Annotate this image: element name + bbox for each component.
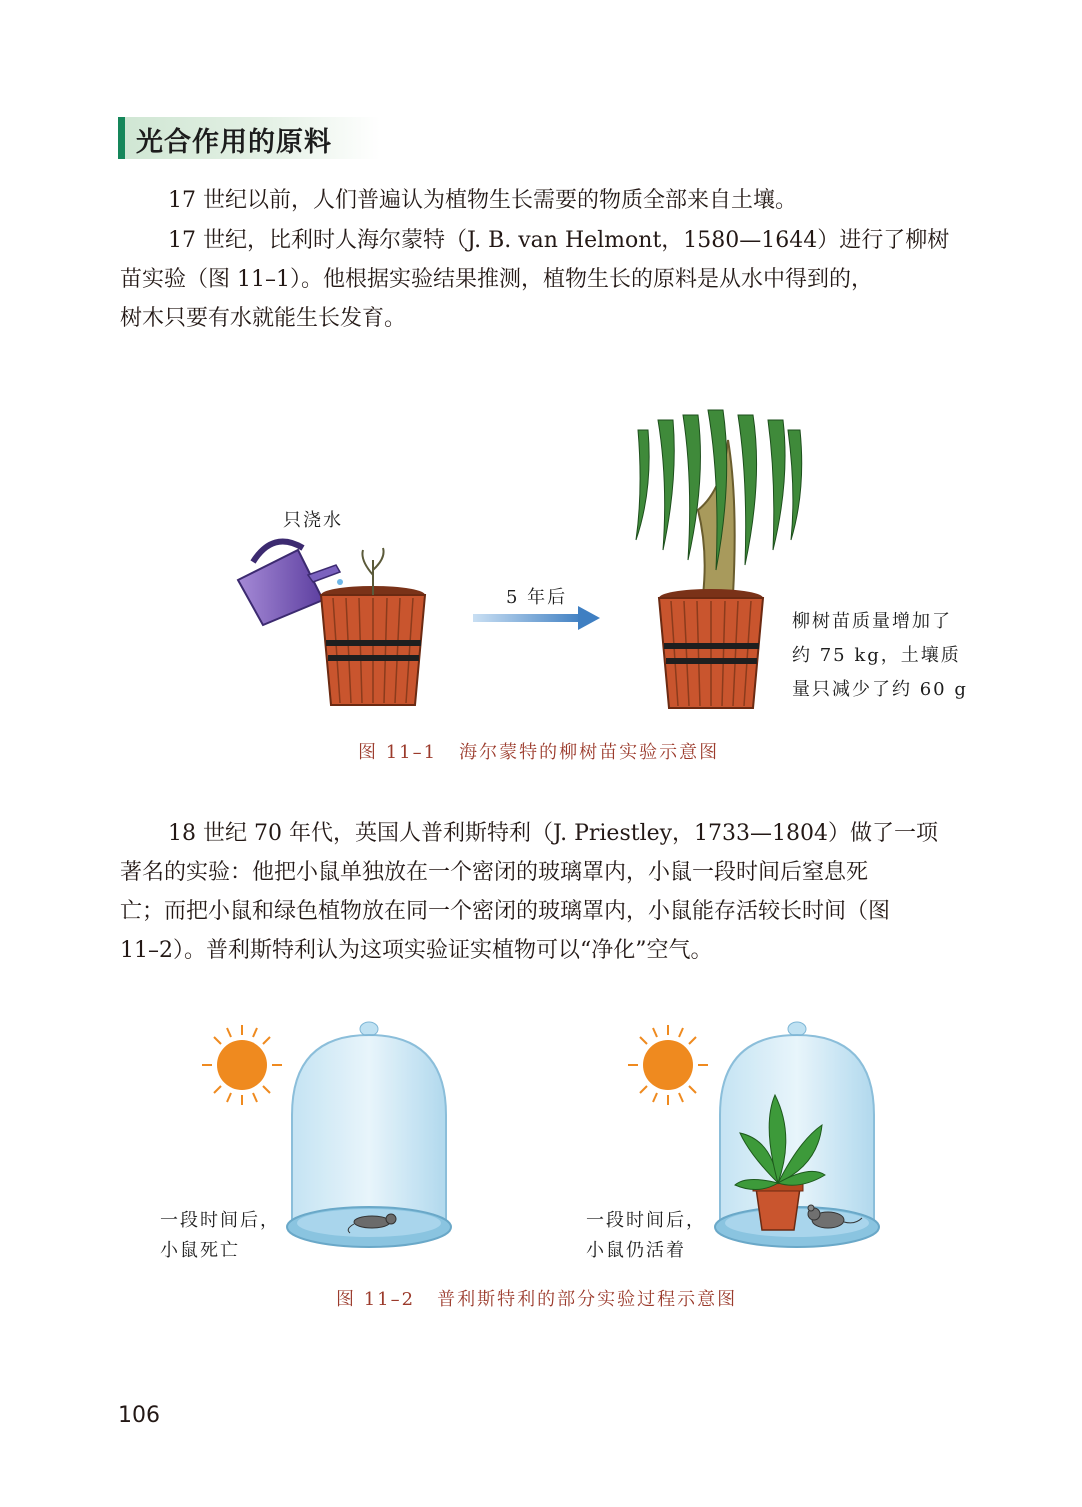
sun-icon (202, 1025, 282, 1105)
heading-accent-bar (118, 117, 125, 159)
label-five-years: 5 年后 (506, 587, 568, 608)
paragraph-line: 17 世纪以前，人们普遍认为植物生长需要的物质全部来自土壤。 (168, 188, 797, 213)
caption-text: 普利斯特利的部分实验过程示意图 (437, 1289, 738, 1310)
figure-caption-2 (336, 1285, 737, 1311)
paragraph-2 (120, 221, 955, 338)
paragraph-line: 11–2）。普利斯特利认为这项实验证实植物可以“净化”空气。 (120, 938, 713, 963)
paragraph-1 (120, 181, 955, 220)
paragraph-line: 17 世纪，比利时人海尔蒙特（J. B. van Helmont，1580—1644）进行了柳树 (168, 228, 950, 253)
label-water-only: 只浇水 (283, 510, 343, 531)
label-mouse-dead (160, 1206, 280, 1266)
paragraph-line: 18 世纪 70 年代，英国人普利斯特利（J. Priestley，1733—1804）做了一项 (168, 821, 939, 846)
caption-text: 海尔蒙特的柳树苗实验示意图 (459, 742, 720, 763)
label-line: 小鼠死亡 (160, 1240, 240, 1261)
result-line: 量只减少了约 60 g (792, 679, 968, 700)
paragraph-3 (120, 814, 955, 970)
label-line: 一段时间后， (160, 1210, 280, 1231)
paragraph-line: 著名的实验：他把小鼠单独放在一个密闭的玻璃罩内，小鼠一段时间后窒息死 (120, 860, 869, 885)
figure-caption-1 (358, 738, 719, 764)
bell-jar-empty-icon (287, 1022, 451, 1247)
result-line: 柳树苗质量增加了 (792, 611, 952, 632)
caption-number: 图 11–1 (358, 742, 438, 763)
label-line: 小鼠仍活着 (586, 1240, 686, 1261)
page-number: 106 (118, 1403, 160, 1428)
paragraph-line: 苗实验（图 11–1）。他根据实验结果推测，植物生长的原料是从水中得到的， (120, 267, 873, 292)
caption-number: 图 11–2 (336, 1289, 416, 1310)
label-result (792, 605, 968, 707)
paragraph-line: 亡；而把小鼠和绿色植物放在同一个密闭的玻璃罩内，小鼠能存活较长时间（图 (120, 899, 891, 924)
section-title: 光合作用的原料 (136, 127, 332, 158)
result-line: 约 75 kg，土壤质 (792, 645, 961, 666)
section-heading (118, 117, 380, 159)
willow-tree-icon (636, 410, 802, 708)
label-mouse-alive (586, 1206, 706, 1266)
label-line: 一段时间后， (586, 1210, 706, 1231)
paragraph-line: 树木只要有水就能生长发育。 (120, 306, 407, 331)
sun-icon (628, 1025, 708, 1105)
